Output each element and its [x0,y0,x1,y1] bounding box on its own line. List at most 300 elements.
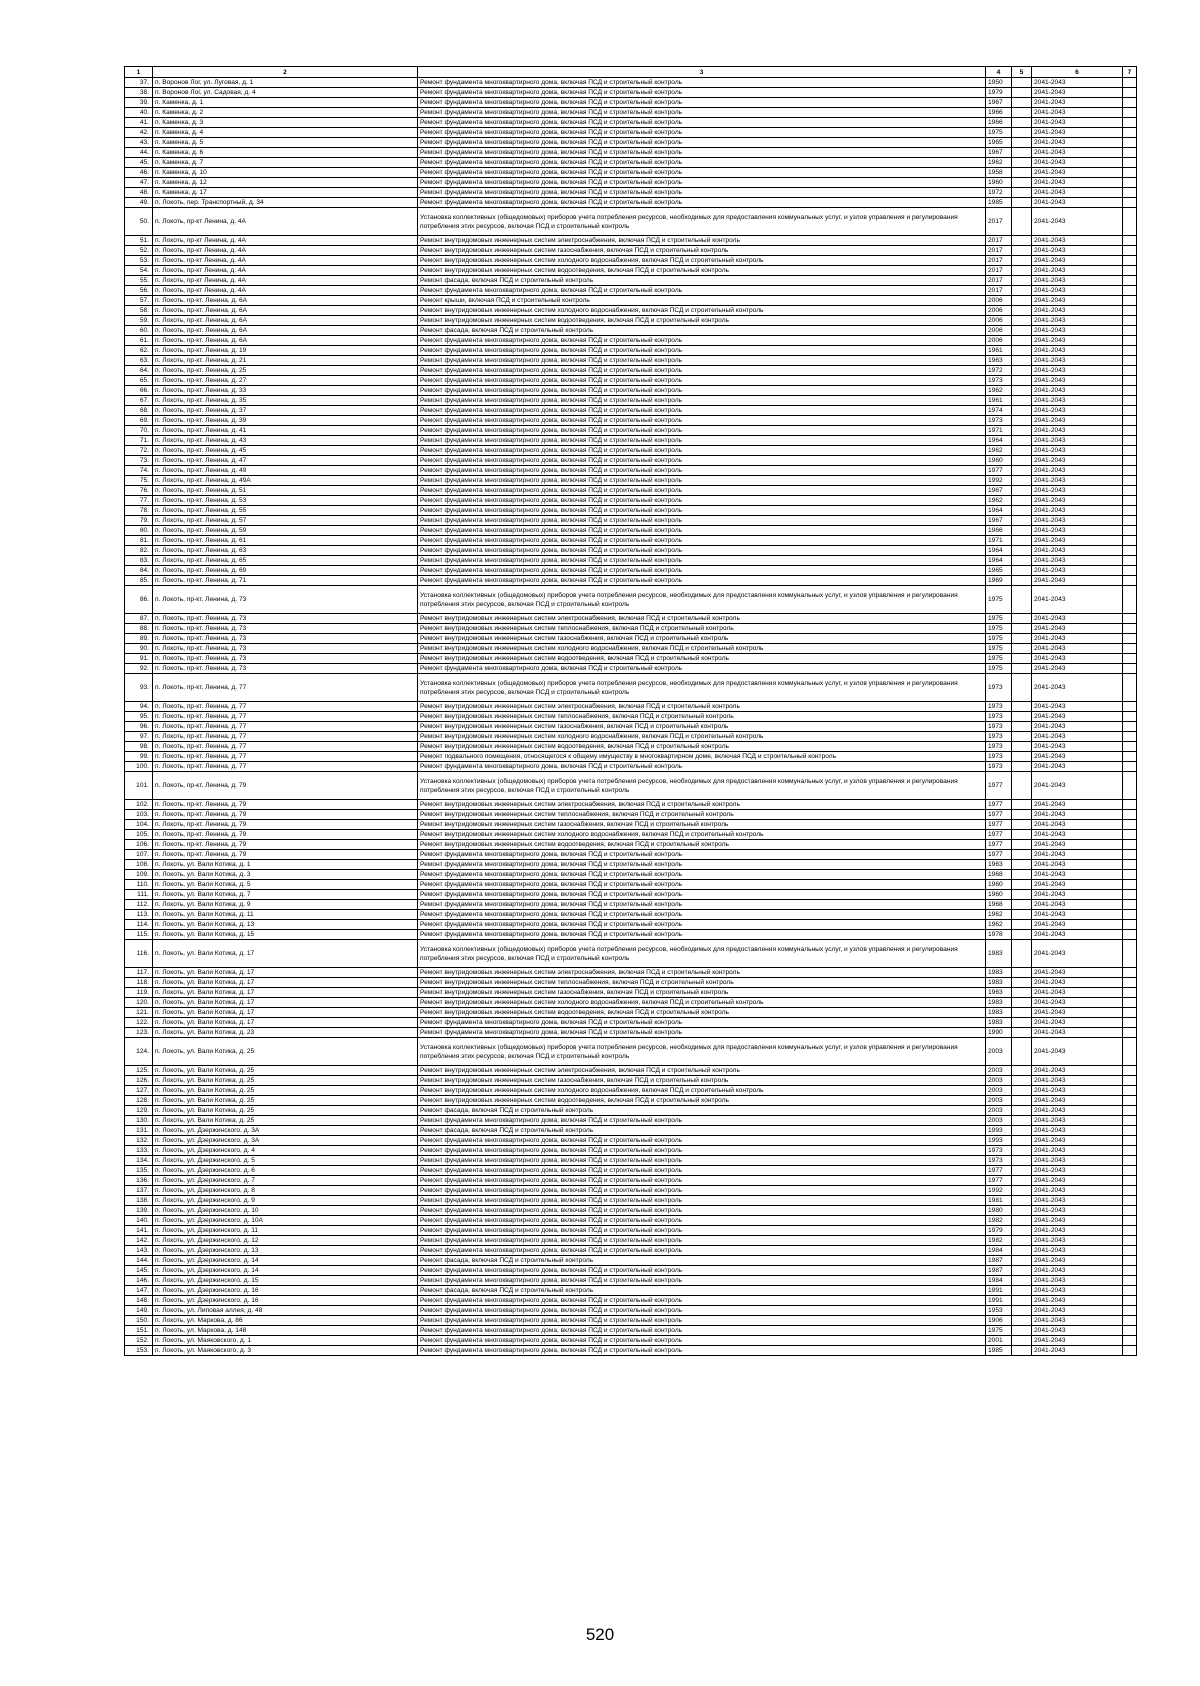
row-number-cell: 142. [125,1236,153,1246]
address-cell: п. Локоть, ул. Маяковского, д. 3 [153,1346,418,1356]
col5-cell [1012,526,1032,536]
col7-cell [1123,376,1137,386]
col7-cell [1123,1296,1137,1306]
row-number-cell: 96. [125,722,153,732]
period-cell: 2041-2043 [1032,1236,1123,1246]
col7-cell [1123,772,1137,800]
address-cell: п. Локоть, ул. Липовая аллея, д. 48 [153,1306,418,1316]
row-number-cell: 80. [125,526,153,536]
col5-cell [1012,78,1032,88]
col5-cell [1012,644,1032,654]
table-row [125,306,1137,316]
col7-cell [1123,1146,1137,1156]
address-cell: п. Локоть, пр-кт. Ленина, д. 39 [153,416,418,426]
work-type-cell: Ремонт фундамента многоквартирного дома, включая ПСД и строительный контроль [418,1176,986,1186]
year-cell: 2017 [986,236,1012,246]
work-type-cell: Ремонт фундамента многоквартирного дома, включая ПСД и строительный контроль [418,148,986,158]
table-row [125,526,1137,536]
col7-cell [1123,1186,1137,1196]
period-cell: 2041-2043 [1032,850,1123,860]
year-cell: 1985 [986,198,1012,208]
period-cell: 2041-2043 [1032,624,1123,634]
year-cell: 1987 [986,1266,1012,1276]
period-cell: 2041-2043 [1032,1076,1123,1086]
row-number-cell: 120. [125,998,153,1008]
row-number-cell: 83. [125,556,153,566]
address-cell: п. Локоть, пр-кт Ленина, д. 4А [153,208,418,236]
period-cell: 2041-2043 [1032,386,1123,396]
work-type-cell: Ремонт внутридомовых инженерных систем газоснабжения, включая ПСД и строительный контроль [418,820,986,830]
col5-cell [1012,1296,1032,1306]
period-cell: 2041-2043 [1032,1028,1123,1038]
address-cell: п. Локоть, ул. Вали Котика, д. 25 [153,1038,418,1066]
year-cell: 1981 [986,1196,1012,1206]
work-type-cell: Ремонт внутридомовых инженерных систем газоснабжения, включая ПСД и строительный контроль [418,988,986,998]
col5-cell [1012,586,1032,614]
col5-cell [1012,276,1032,286]
row-number-cell: 37. [125,78,153,88]
row-number-cell: 125. [125,1066,153,1076]
year-cell: 2017 [986,246,1012,256]
table-row [125,1196,1137,1206]
work-type-cell: Ремонт внутридомовых инженерных систем теплоснабжения, включая ПСД и строительный контроль [418,810,986,820]
table-row [125,1286,1137,1296]
address-cell: п. Локоть, пр-кт. Ленина, д. 79 [153,830,418,840]
address-cell: п. Локоть, ул. Дзержинского, д. 10 [153,1206,418,1216]
work-type-cell: Ремонт фундамента многоквартирного дома, включая ПСД и строительный контроль [418,446,986,456]
row-number-cell: 132. [125,1136,153,1146]
table-row [125,426,1137,436]
period-cell: 2041-2043 [1032,820,1123,830]
col7-cell [1123,158,1137,168]
work-type-cell: Ремонт фундамента многоквартирного дома, включая ПСД и строительный контроль [418,1296,986,1306]
row-number-cell: 122. [125,1018,153,1028]
col5-cell [1012,1226,1032,1236]
work-type-cell: Ремонт фундамента многоквартирного дома, включая ПСД и строительный контроль [418,396,986,406]
period-cell: 2041-2043 [1032,1136,1123,1146]
col7-cell [1123,1226,1137,1236]
table-row [125,1206,1137,1216]
row-number-cell: 55. [125,276,153,286]
row-number-cell: 116. [125,940,153,968]
work-type-cell: Ремонт фундамента многоквартирного дома, включая ПСД и строительный контроль [418,158,986,168]
address-cell: п. Локоть, пр-кт. Ленина, д. 79 [153,850,418,860]
period-cell: 2041-2043 [1032,988,1123,998]
col7-cell [1123,536,1137,546]
period-cell: 2041-2043 [1032,1296,1123,1306]
year-cell: 1973 [986,416,1012,426]
year-cell: 2006 [986,326,1012,336]
table-row [125,1096,1137,1106]
col5-cell [1012,772,1032,800]
address-cell: п. Локоть, ул. Вали Котика, д. 25 [153,1106,418,1116]
year-cell: 1963 [986,988,1012,998]
col7-cell [1123,88,1137,98]
work-type-cell: Ремонт фундамента многоквартирного дома, включая ПСД и строительный контроль [418,118,986,128]
col7-cell [1123,664,1137,674]
year-cell: 1982 [986,1216,1012,1226]
col7-cell [1123,614,1137,624]
col5-cell [1012,1008,1032,1018]
col5-cell [1012,286,1032,296]
work-type-cell: Ремонт внутридомовых инженерных систем газоснабжения, включая ПСД и строительный контроль [418,246,986,256]
col5-cell [1012,988,1032,998]
year-cell: 1977 [986,466,1012,476]
col5-cell [1012,1176,1032,1186]
address-cell: п. Локоть, ул. Маркова, д. 86 [153,1316,418,1326]
header-cell: 2 [153,67,418,78]
col7-cell [1123,516,1137,526]
year-cell: 1950 [986,78,1012,88]
year-cell: 2017 [986,208,1012,236]
address-cell: п. Локоть, пр-кт. Ленина, д. 6А [153,316,418,326]
work-type-cell: Ремонт внутридомовых инженерных систем теплоснабжения, включая ПСД и строительный контроль [418,978,986,988]
row-number-cell: 112. [125,900,153,910]
year-cell: 1975 [986,128,1012,138]
period-cell: 2041-2043 [1032,1196,1123,1206]
period-cell: 2041-2043 [1032,456,1123,466]
row-number-cell: 61. [125,336,153,346]
col5-cell [1012,830,1032,840]
col7-cell [1123,1156,1137,1166]
table-row [125,98,1137,108]
row-number-cell: 126. [125,1076,153,1086]
col7-cell [1123,1116,1137,1126]
row-number-cell: 148. [125,1296,153,1306]
col5-cell [1012,1166,1032,1176]
col5-cell [1012,1066,1032,1076]
year-cell: 2003 [986,1116,1012,1126]
row-number-cell: 79. [125,516,153,526]
period-cell: 2041-2043 [1032,1166,1123,1176]
table-row [125,396,1137,406]
table-row [125,978,1137,988]
col5-cell [1012,1096,1032,1106]
period-cell: 2041-2043 [1032,752,1123,762]
period-cell: 2041-2043 [1032,356,1123,366]
col7-cell [1123,506,1137,516]
work-type-cell: Ремонт фундамента многоквартирного дома, включая ПСД и строительный контроль [418,1276,986,1286]
col7-cell [1123,722,1137,732]
row-number-cell: 72. [125,446,153,456]
work-type-cell: Ремонт фасада, включая ПСД и строительный контроль [418,1286,986,1296]
col5-cell [1012,1038,1032,1066]
row-number-cell: 50. [125,208,153,236]
table-row [125,456,1137,466]
year-cell: 2017 [986,266,1012,276]
work-type-cell: Ремонт внутридомовых инженерных систем электроснабжения, включая ПСД и строительный контроль [418,236,986,246]
col5-cell [1012,256,1032,266]
address-cell: п. Локоть, ул. Вали Котика, д. 17 [153,1018,418,1028]
year-cell: 1977 [986,800,1012,810]
col7-cell [1123,476,1137,486]
col5-cell [1012,396,1032,406]
address-cell: п. Локоть, пр-кт. Ленина, д. 77 [153,732,418,742]
year-cell: 1961 [986,346,1012,356]
col5-cell [1012,870,1032,880]
col5-cell [1012,1286,1032,1296]
row-number-cell: 138. [125,1196,153,1206]
year-cell: 1969 [986,576,1012,586]
col7-cell [1123,1276,1137,1286]
table-row [125,1018,1137,1028]
col5-cell [1012,188,1032,198]
work-type-cell: Ремонт внутридомовых инженерных систем теплоснабжения, включая ПСД и строительный контроль [418,624,986,634]
table-row [125,496,1137,506]
address-cell: п. Локоть, пр-кт. Ленина, д. 77 [153,752,418,762]
work-type-cell: Установка коллективных (общедомовых) приборов учета потребления ресурсов, необходимых для предоставления коммунальных услуг, и узлов управления и регулирования потребления этих ресурсов, включая ПСД и строительный контроль [418,940,986,968]
work-type-cell: Ремонт фундамента многоквартирного дома, включая ПСД и строительный контроль [418,436,986,446]
period-cell: 2041-2043 [1032,1156,1123,1166]
col7-cell [1123,1066,1137,1076]
year-cell: 1991 [986,1286,1012,1296]
work-type-cell: Ремонт фундамента многоквартирного дома, включая ПСД и строительный контроль [418,870,986,880]
address-cell: п. Локоть, ул. Вали Котика, д. 17 [153,1008,418,1018]
col5-cell [1012,1256,1032,1266]
col5-cell [1012,614,1032,624]
year-cell: 1982 [986,1236,1012,1246]
row-number-cell: 111. [125,890,153,900]
col7-cell [1123,406,1137,416]
year-cell: 1983 [986,968,1012,978]
year-cell: 1964 [986,546,1012,556]
address-cell: п. Локоть, пр-кт. Ленина, д. 71 [153,576,418,586]
address-cell: п. Локоть, пр-кт. Ленина, д. 65 [153,556,418,566]
address-cell: п. Локоть, ул. Вали Котика, д. 5 [153,880,418,890]
col7-cell [1123,840,1137,850]
table-row [125,1106,1137,1116]
table-row [125,148,1137,158]
col7-cell [1123,556,1137,566]
year-cell: 1979 [986,88,1012,98]
row-number-cell: 98. [125,742,153,752]
work-type-cell: Ремонт внутридомовых инженерных систем водоотведения, включая ПСД и строительный контроль [418,1008,986,1018]
col7-cell [1123,850,1137,860]
work-type-cell: Установка коллективных (общедомовых) приборов учета потребления ресурсов, необходимых для предоставления коммунальных услуг, и узлов управления и регулирования потребления этих ресурсов, включая ПСД и строительный контроль [418,208,986,236]
col5-cell [1012,88,1032,98]
row-number-cell: 109. [125,870,153,880]
year-cell: 1973 [986,1146,1012,1156]
table-row [125,376,1137,386]
row-number-cell: 42. [125,128,153,138]
col5-cell [1012,506,1032,516]
col5-cell [1012,920,1032,930]
address-cell: п. Локоть, ул. Дзержинского, д. 6 [153,1166,418,1176]
period-cell: 2041-2043 [1032,546,1123,556]
work-type-cell: Ремонт фундамента многоквартирного дома, включая ПСД и строительный контроль [418,526,986,536]
work-type-cell: Ремонт фундамента многоквартирного дома, включая ПСД и строительный контроль [418,188,986,198]
work-type-cell: Ремонт фундамента многоквартирного дома, включая ПСД и строительный контроль [418,346,986,356]
col7-cell [1123,396,1137,406]
row-number-cell: 149. [125,1306,153,1316]
period-cell: 2041-2043 [1032,1106,1123,1116]
table-row [125,772,1137,800]
period-cell: 2041-2043 [1032,722,1123,732]
period-cell: 2041-2043 [1032,446,1123,456]
table-row [125,722,1137,732]
col5-cell [1012,702,1032,712]
year-cell: 1963 [986,860,1012,870]
address-cell: п. Каменка, д. 10 [153,168,418,178]
col5-cell [1012,820,1032,830]
period-cell: 2041-2043 [1032,1306,1123,1316]
year-cell: 1990 [986,1028,1012,1038]
period-cell: 2041-2043 [1032,1086,1123,1096]
table-row [125,516,1137,526]
col7-cell [1123,1126,1137,1136]
table-row [125,762,1137,772]
year-cell: 1975 [986,586,1012,614]
col5-cell [1012,664,1032,674]
header-cell: 1 [125,67,153,78]
row-number-cell: 123. [125,1028,153,1038]
col7-cell [1123,1206,1137,1216]
col5-cell [1012,880,1032,890]
period-cell: 2041-2043 [1032,772,1123,800]
year-cell: 1977 [986,1176,1012,1186]
table-row [125,1116,1137,1126]
work-type-cell: Ремонт фундамента многоквартирного дома, включая ПСД и строительный контроль [418,566,986,576]
col5-cell [1012,208,1032,236]
col5-cell [1012,1336,1032,1346]
work-type-cell: Ремонт внутридомовых инженерных систем холодного водоснабжения, включая ПСД и строительный контроль [418,1086,986,1096]
col5-cell [1012,246,1032,256]
row-number-cell: 94. [125,702,153,712]
col7-cell [1123,1216,1137,1226]
address-cell: п. Локоть, ул. Дзержинского, д. 16 [153,1296,418,1306]
col5-cell [1012,998,1032,1008]
year-cell: 2003 [986,1096,1012,1106]
year-cell: 1967 [986,516,1012,526]
col7-cell [1123,1196,1137,1206]
row-number-cell: 143. [125,1246,153,1256]
col5-cell [1012,1186,1032,1196]
work-type-cell: Установка коллективных (общедомовых) приборов учета потребления ресурсов, необходимых для предоставления коммунальных услуг, и узлов управления и регулирования потребления этих ресурсов, включая ПСД и строительный контроль [418,1038,986,1066]
row-number-cell: 46. [125,168,153,178]
table-row [125,1166,1137,1176]
work-type-cell: Ремонт фундамента многоквартирного дома, включая ПСД и строительный контроль [418,910,986,920]
col7-cell [1123,634,1137,644]
col7-cell [1123,456,1137,466]
table-row [125,1028,1137,1038]
period-cell: 2041-2043 [1032,416,1123,426]
year-cell: 2017 [986,286,1012,296]
year-cell: 1973 [986,752,1012,762]
col7-cell [1123,1038,1137,1066]
period-cell: 2041-2043 [1032,930,1123,940]
period-cell: 2041-2043 [1032,256,1123,266]
row-number-cell: 152. [125,1336,153,1346]
col7-cell [1123,860,1137,870]
col5-cell [1012,634,1032,644]
col5-cell [1012,624,1032,634]
header-cell: 4 [986,67,1012,78]
year-cell: 1974 [986,406,1012,416]
period-cell: 2041-2043 [1032,1126,1123,1136]
year-cell: 1964 [986,436,1012,446]
period-cell: 2041-2043 [1032,1018,1123,1028]
col7-cell [1123,1266,1137,1276]
address-cell: п. Локоть, ул. Вали Котика, д. 7 [153,890,418,900]
col7-cell [1123,762,1137,772]
row-number-cell: 137. [125,1186,153,1196]
row-number-cell: 90. [125,644,153,654]
year-cell: 1967 [986,98,1012,108]
col7-cell [1123,168,1137,178]
year-cell: 1977 [986,830,1012,840]
period-cell: 2041-2043 [1032,1336,1123,1346]
work-type-cell: Ремонт внутридомовых инженерных систем электроснабжения, включая ПСД и строительный контроль [418,800,986,810]
period-cell: 2041-2043 [1032,702,1123,712]
table-row [125,586,1137,614]
work-type-cell: Ремонт фундамента многоквартирного дома, включая ПСД и строительный контроль [418,406,986,416]
work-type-cell: Ремонт фундамента многоквартирного дома, включая ПСД и строительный контроль [418,546,986,556]
address-cell: п. Локоть, пр-кт. Ленина, д. 6А [153,296,418,306]
year-cell: 1966 [986,108,1012,118]
year-cell: 1984 [986,1276,1012,1286]
year-cell: 1984 [986,1246,1012,1256]
year-cell: 1985 [986,1346,1012,1356]
year-cell: 1992 [986,1186,1012,1196]
period-cell: 2041-2043 [1032,998,1123,1008]
year-cell: 1983 [986,1018,1012,1028]
table-row [125,654,1137,664]
work-type-cell: Ремонт фундамента многоквартирного дома, включая ПСД и строительный контроль [418,98,986,108]
address-cell: п. Локоть, пр-кт. Ленина, д. 19 [153,346,418,356]
row-number-cell: 129. [125,1106,153,1116]
col5-cell [1012,1028,1032,1038]
table-row [125,158,1137,168]
col5-cell [1012,576,1032,586]
col7-cell [1123,998,1137,1008]
col5-cell [1012,138,1032,148]
year-cell: 1967 [986,486,1012,496]
table-row [125,800,1137,810]
col7-cell [1123,1336,1137,1346]
period-cell: 2041-2043 [1032,1186,1123,1196]
work-type-cell: Ремонт внутридомовых инженерных систем водоотведения, включая ПСД и строительный контроль [418,742,986,752]
table-row [125,1076,1137,1086]
col7-cell [1123,586,1137,614]
year-cell: 2006 [986,306,1012,316]
col5-cell [1012,296,1032,306]
col7-cell [1123,78,1137,88]
table-row [125,910,1137,920]
col5-cell [1012,752,1032,762]
period-cell: 2041-2043 [1032,810,1123,820]
col7-cell [1123,496,1137,506]
work-type-cell: Ремонт фундамента многоквартирного дома, включая ПСД и строительный контроль [418,486,986,496]
period-cell: 2041-2043 [1032,634,1123,644]
row-number-cell: 134. [125,1156,153,1166]
address-cell: п. Локоть, ул. Маркова, д. 148 [153,1326,418,1336]
table-row [125,998,1137,1008]
period-cell: 2041-2043 [1032,286,1123,296]
row-number-cell: 49. [125,198,153,208]
row-number-cell: 85. [125,576,153,586]
row-number-cell: 118. [125,978,153,988]
table-row [125,1038,1137,1066]
table-row [125,1066,1137,1076]
period-cell: 2041-2043 [1032,1096,1123,1106]
row-number-cell: 40. [125,108,153,118]
table-row [125,1296,1137,1306]
col7-cell [1123,900,1137,910]
address-cell: п. Локоть, ул. Дзержинского, д. 5 [153,1156,418,1166]
work-type-cell: Ремонт крыши, включая ПСД и строительный контроль [418,296,986,306]
table-row [125,634,1137,644]
address-cell: п. Локоть, пр-кт. Ленина, д. 47 [153,456,418,466]
